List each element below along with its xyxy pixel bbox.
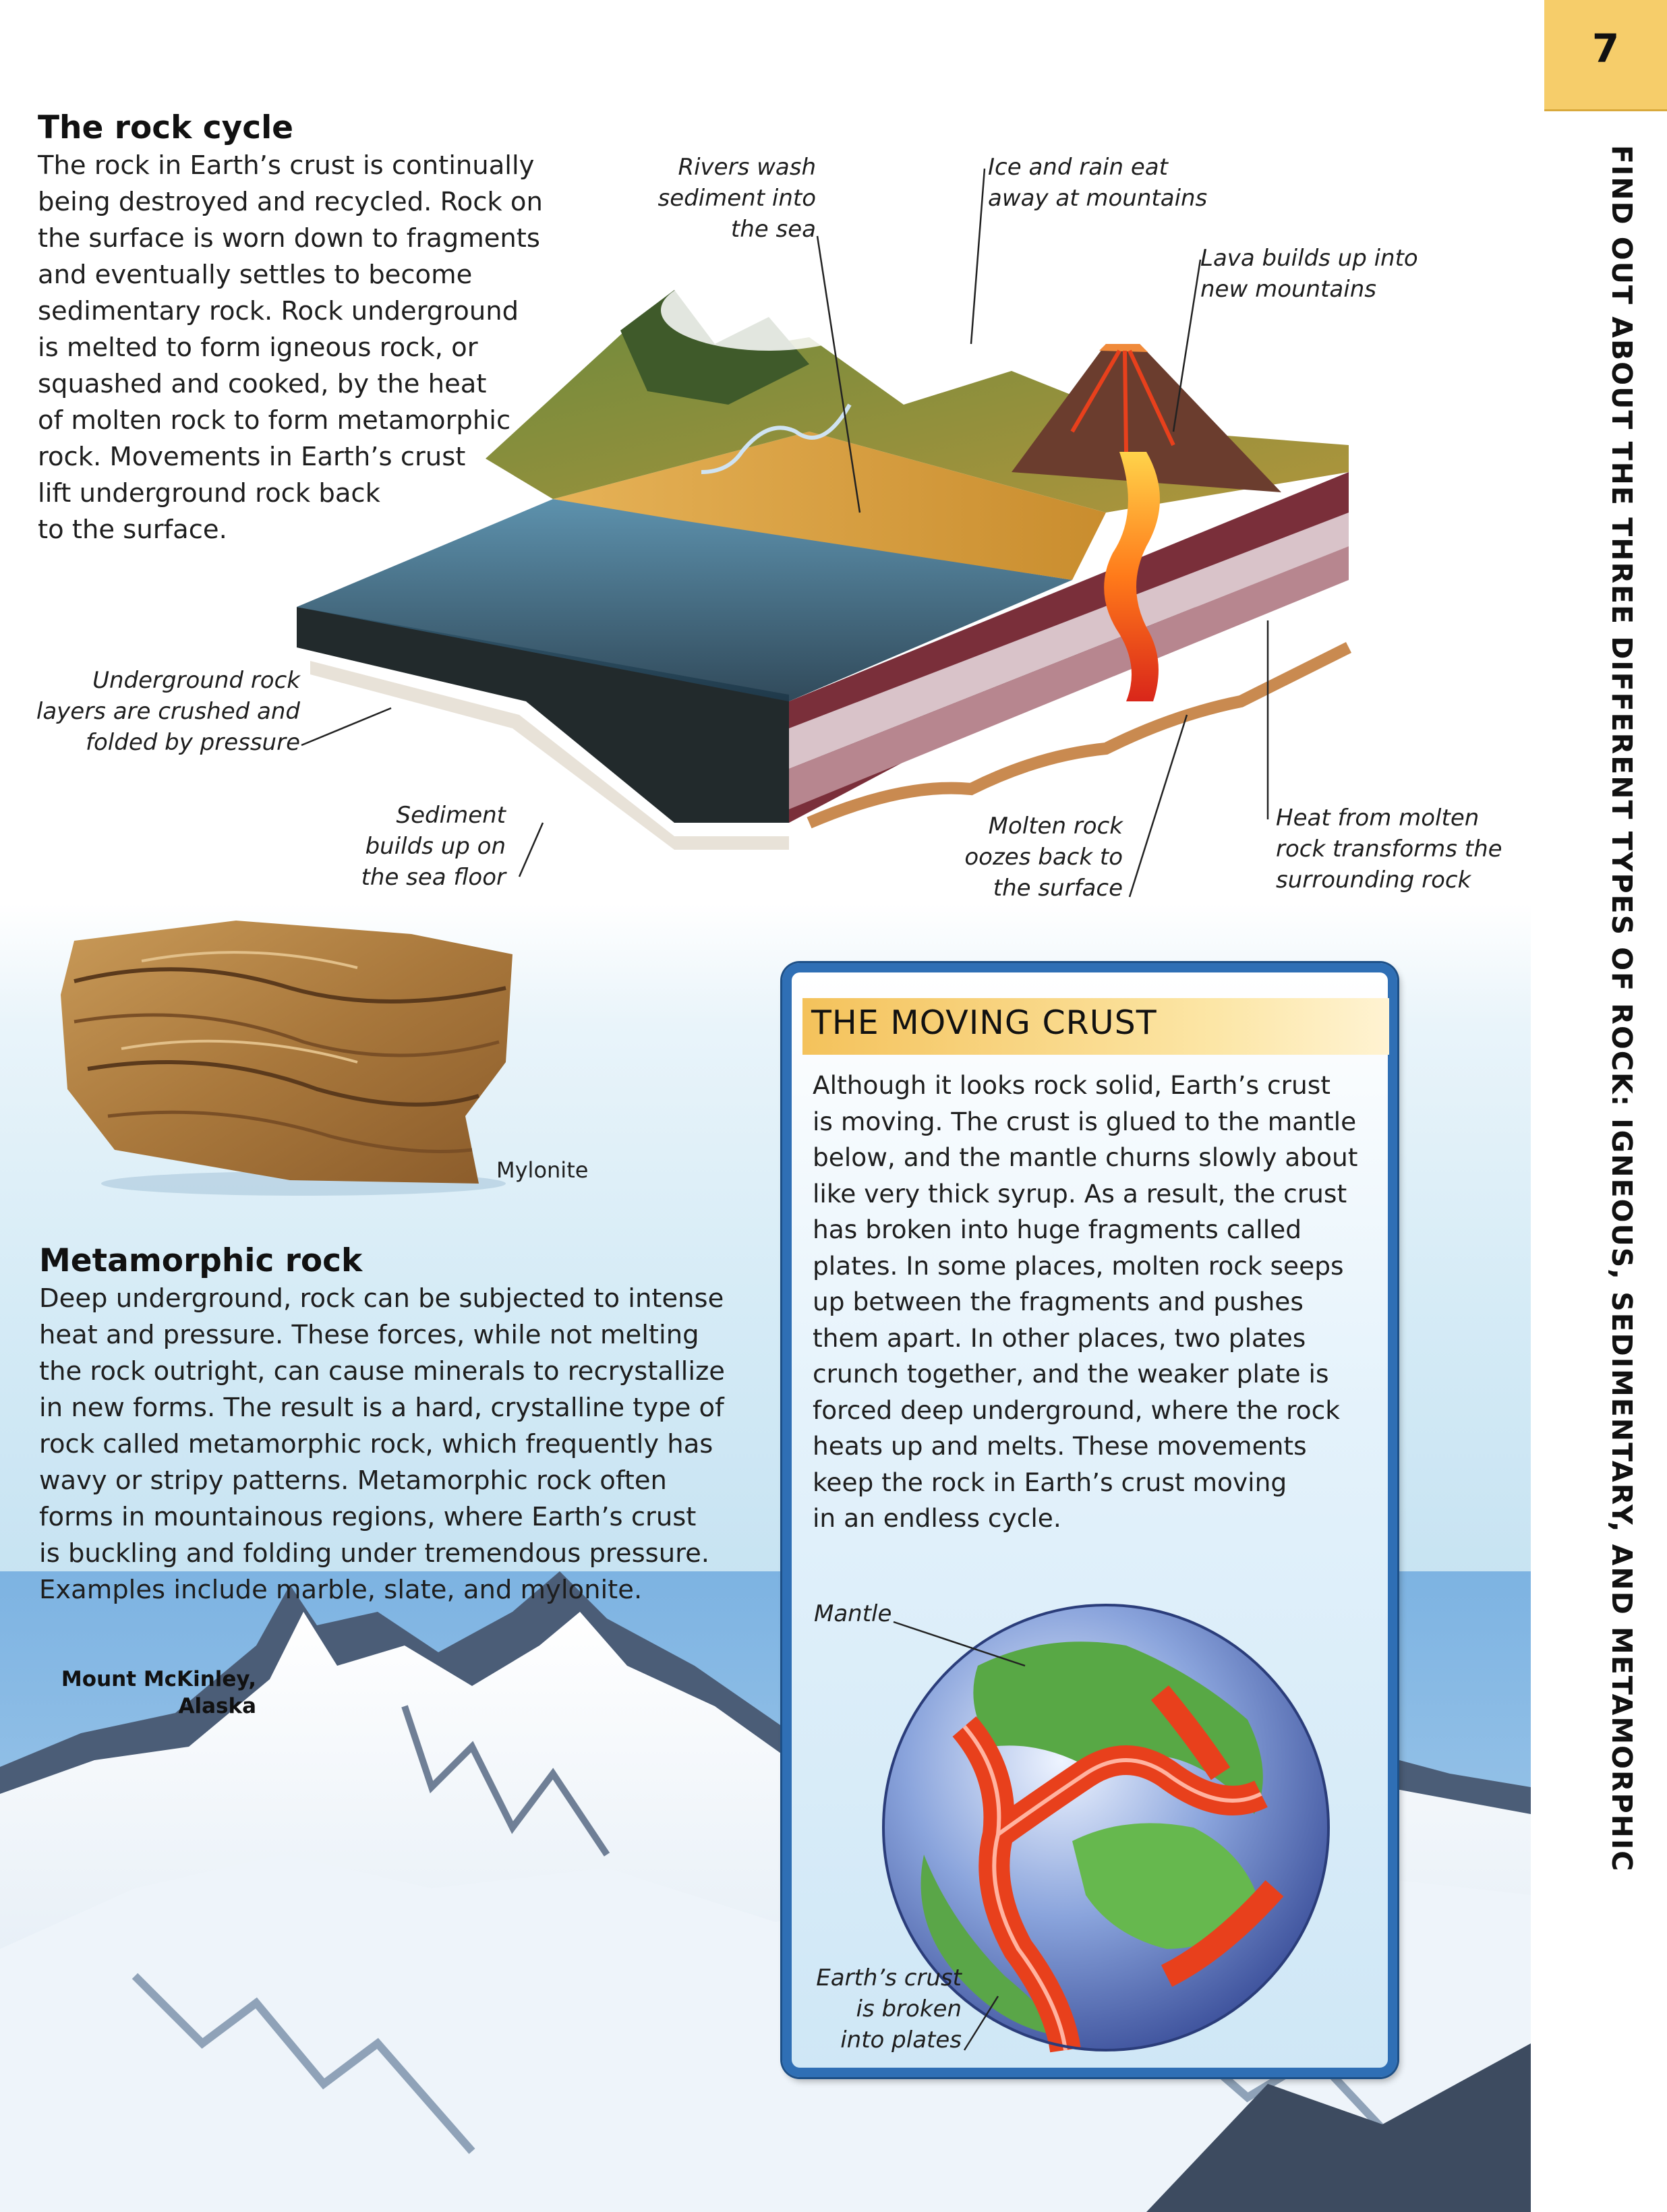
caption-line: oozes back to bbox=[964, 844, 1123, 871]
moving-crust-line: Although it looks rock solid, Earth’s crust bbox=[813, 1070, 1330, 1100]
rock-cycle-line: sedimentary rock. Rock underground bbox=[38, 296, 519, 326]
rock-cycle-line: lift underground rock back bbox=[38, 478, 380, 508]
diagram-leader-lines bbox=[0, 0, 1531, 904]
moving-crust-line: keep the rock in Earth’s crust moving bbox=[813, 1467, 1287, 1497]
mantle-caption: Mantle bbox=[814, 1600, 892, 1627]
metamorphic-line: the rock outright, can cause minerals to recrystallize bbox=[39, 1356, 725, 1387]
caption-line: Molten rock bbox=[988, 813, 1123, 840]
moving-crust-line: is moving. The crust is glued to the mantle bbox=[813, 1106, 1357, 1136]
caption-line: Rivers wash bbox=[678, 154, 816, 181]
mountain-caption bbox=[47, 1666, 256, 1720]
caption-line: builds up on bbox=[365, 833, 506, 860]
moving-crust-line: below, and the mantle churns slowly about bbox=[813, 1142, 1358, 1172]
moving-crust-line: heats up and melts. These movements bbox=[813, 1431, 1307, 1461]
metamorphic-line: heat and pressure. These forces, while not melting bbox=[39, 1320, 699, 1350]
caption-line: Underground rock bbox=[92, 667, 300, 694]
moving-crust-line: like very thick syrup. As a result, the crust bbox=[813, 1178, 1347, 1209]
caption-line: into plates bbox=[840, 2027, 962, 2054]
rock-cycle-line: to the surface. bbox=[38, 515, 227, 545]
rock-cycle-heading: The rock cycle bbox=[38, 109, 294, 146]
metamorphic-line: Deep underground, rock can be subjected to intense bbox=[39, 1283, 724, 1314]
rock-cycle-line: and eventually settles to become bbox=[38, 260, 473, 290]
lava-caption bbox=[1200, 243, 1484, 305]
caption-line: new mountains bbox=[1200, 276, 1376, 303]
metamorphic-line: in new forms. The result is a hard, crystalline type of bbox=[39, 1393, 724, 1423]
side-title: FIND OUT ABOUT THE THREE DIFFERENT TYPES OF ROCK: IGNEOUS, SEDIMENTARY, AND METAMORPHIC bbox=[1606, 145, 1638, 1873]
caption-line: Sediment bbox=[396, 802, 506, 829]
rock-cycle-line: of molten rock to form metamorphic bbox=[38, 405, 511, 436]
moving-crust-title: THE MOVING CRUST bbox=[811, 1003, 1157, 1042]
caption-line: the sea floor bbox=[361, 864, 506, 891]
mylonite-caption: Mylonite bbox=[496, 1157, 589, 1183]
metamorphic-section bbox=[39, 1242, 767, 1608]
metamorphic-line: is buckling and folding under tremendous pressure. bbox=[39, 1538, 710, 1569]
caption-line: Alaska bbox=[178, 1694, 256, 1718]
caption-line: is broken bbox=[856, 1996, 962, 2022]
caption-line: Mount McKinley, bbox=[61, 1667, 256, 1691]
caption-line: rock transforms the bbox=[1276, 836, 1502, 863]
metamorphic-heading: Metamorphic rock bbox=[39, 1242, 363, 1279]
rock-cycle-line: The rock in Earth’s crust is continually bbox=[38, 150, 535, 181]
moving-crust-line: up between the fragments and pushes bbox=[813, 1287, 1304, 1316]
plates-caption bbox=[794, 1962, 962, 2056]
caption-line: sediment into bbox=[657, 185, 816, 212]
metamorphic-line: forms in mountainous regions, where Earth’s crust bbox=[39, 1502, 697, 1532]
moving-crust-line: plates. In some places, molten rock seeps bbox=[813, 1250, 1344, 1281]
moving-crust-line: forced deep underground, where the rock bbox=[813, 1395, 1340, 1425]
moving-crust-line: has broken into huge fragments called bbox=[813, 1215, 1302, 1244]
caption-line: Ice and rain eat bbox=[988, 154, 1168, 181]
heat-caption bbox=[1276, 803, 1519, 896]
caption-line: layers are crushed and bbox=[36, 698, 300, 725]
caption-line: Heat from molten bbox=[1276, 805, 1480, 832]
rivers-caption bbox=[634, 152, 816, 245]
moving-crust-body bbox=[813, 1068, 1386, 1537]
metamorphic-line: wavy or stripy patterns. Metamorphic rock often bbox=[39, 1465, 667, 1496]
rock-cycle-line: being destroyed and recycled. Rock on bbox=[38, 187, 543, 217]
caption-line: the sea bbox=[730, 216, 816, 243]
rock-cycle-line: rock. Movements in Earth’s crust bbox=[38, 442, 466, 472]
rock-cycle-line: squashed and cooked, by the heat bbox=[38, 369, 487, 399]
ice-caption bbox=[988, 152, 1258, 214]
molten-caption bbox=[941, 811, 1123, 904]
caption-line: the surface bbox=[993, 875, 1123, 902]
rock-cycle-line: the surface is worn down to fragments bbox=[38, 223, 540, 254]
moving-crust-line: them apart. In other places, two plates bbox=[813, 1322, 1306, 1353]
metamorphic-line: Examples include marble, slate, and mylonite. bbox=[39, 1575, 643, 1605]
mylonite-image bbox=[47, 914, 519, 1197]
caption-line: Lava builds up into bbox=[1200, 245, 1418, 272]
moving-crust-line: in an endless cycle. bbox=[813, 1503, 1061, 1533]
page-number: 7 bbox=[1591, 26, 1620, 71]
caption-line: away at mountains bbox=[988, 185, 1208, 212]
caption-line: surrounding rock bbox=[1276, 867, 1471, 894]
underground-caption bbox=[27, 665, 300, 758]
metamorphic-body bbox=[39, 1281, 767, 1608]
rock-cycle-line: is melted to form igneous rock, or bbox=[38, 332, 478, 363]
caption-line: folded by pressure bbox=[86, 729, 300, 756]
metamorphic-line: rock called metamorphic rock, which frequently has bbox=[39, 1429, 713, 1459]
sediment-caption bbox=[324, 800, 506, 893]
caption-line: Earth’s crust bbox=[816, 1964, 962, 1991]
moving-crust-line: crunch together, and the weaker plate is bbox=[813, 1359, 1329, 1389]
tab-divider bbox=[1544, 109, 1667, 111]
